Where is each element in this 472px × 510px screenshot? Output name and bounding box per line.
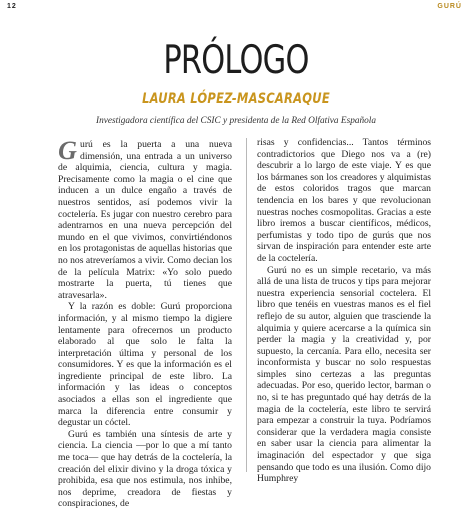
paragraph-text: urú es la puerta a una nueva dimensión, una entrada a un universo de alquimia, ciencia, cultura y magia. Precisamente como la magia o el cine que inducen a un dulce engaño a través de nuestros sentidos, así podemos vivir la coctelería. Es jugar con nuestro cerebro para adentrarnos en una nueva percepción del mundo en el que vivimos, convirtiéndonos en los protagonistas de aquellas historias que no nos atreveríamos a vivir. Como decian los de la película Matrix: «Yo solo puedo mostrarte la puerta, tú tienes que atravesarla». (58, 139, 232, 301)
paragraph: Gurú no es un simple recetario, va más allá de una lista de trucos y tips para mejorar nuestra experiencia sensorial coctelera. El libro que tenéis en vuestras manos es el fiel reflejo de su autor, alguien que trasciende la alquimia y quiere acercarse a la química sin perder la magia y la creatividad y, por supuesto, la cercanía. Para ello, necesita ser inconformista y buscar no solo respuestas simples sino certezas a las preguntas adecuadas. Por eso, querido lector, barman o no, si te has preguntado qué hay detrás de la magia de la coctelería, este libro te servirá para empezar a construir la tuya. Podríamos considerar que la verdadera magia consiste en saber usar la ciencia para alimentar la imaginación del espectador y que siga pensando que todo es una ilusión. Como dijo Humphrey (257, 264, 431, 485)
text-column-left (58, 136, 232, 510)
drop-cap: G (58, 136, 77, 165)
paragraph (58, 136, 232, 301)
paragraph: risas y confidencias... Tantos términos contradictorios que Diego nos va a (re) descubrir a lo largo de este viaje. Y es que los bármanes son los creadores y alquimistas de estos coloridos tragos que marcan tendencia en los bares y que revolucionan nuestras noches cosmopolitas. Gracias a este libro iremos a buscar científicos, médicos, perfumistas y todo tipo de gurús que nos sirvan de inspiración para entender este arte de la coctelería. (257, 137, 431, 264)
paragraph: Gurú es también una síntesis de arte y ciencia. La ciencia —por lo que a mí tanto me toca— que hay detrás de la coctelería, la creación del elixir divino y la droga tóxica y prohibida, esa que nos estimula, nos inhibe, nos deprime, creadora de fiestas y conspiraciones, de (58, 428, 232, 510)
text-column-right (257, 137, 431, 485)
author-affiliation: Investigadora científica del CSIC y presidenta de la Red Olfativa Española (95, 116, 377, 126)
author-name: LAURA LÓPEZ-MASCARAQUE (142, 91, 330, 107)
page-number: 12 (7, 3, 17, 10)
paragraph: Y la razón es doble: Gurú proporciona información, y al mismo tiempo la digiere lentamente para ofrecernos un producto elaborado al que solo le falta la interpretación última y personal de los consumidores. Y es que la información es el ingrediente principal de este libro. La información y las ideas o conceptos asociados a ellas son el ingrediente que marca la diferencia entre consumir y degustar un cóctel. (58, 301, 232, 429)
running-title: GURÚ (437, 3, 462, 10)
column-divider (246, 138, 247, 472)
chapter-title: PRÓLOGO (163, 38, 309, 83)
